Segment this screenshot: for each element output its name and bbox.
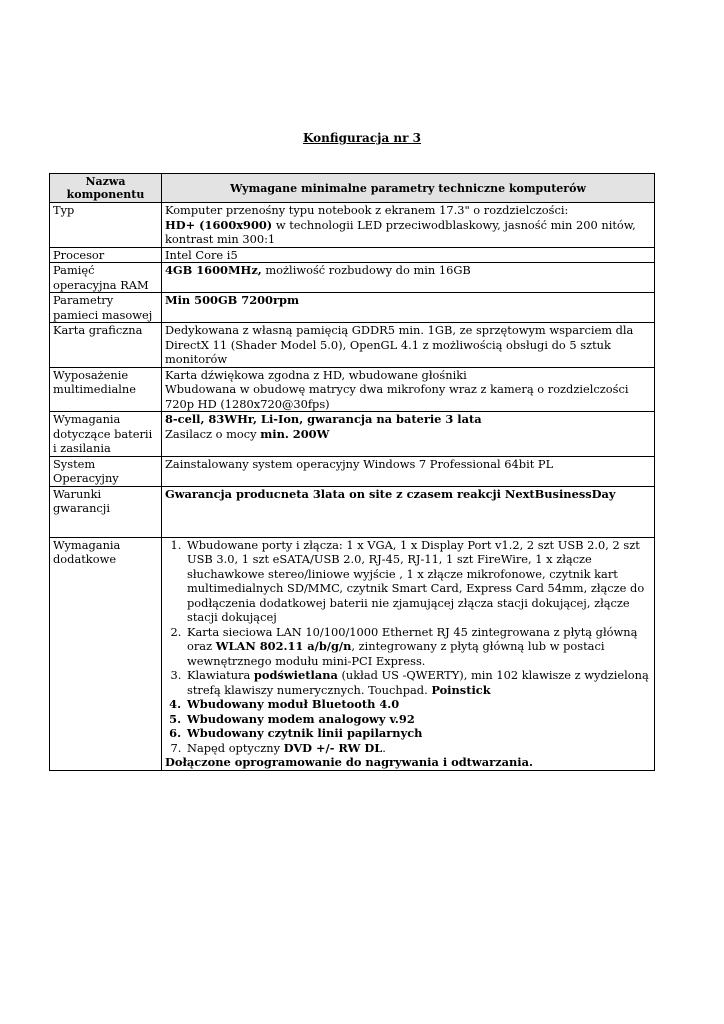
row-value: Intel Core i5 [162, 247, 655, 263]
table-row [50, 247, 655, 263]
row-value [162, 263, 655, 293]
row-value [162, 537, 655, 770]
list-item [185, 741, 651, 756]
list-item: 1. Wbudowane porty i złącza: 1 x VGA, 1 x Display Port v1.2, 2 szt USB 2.0, 2 szt USB 3.0, 1 szt eSATA/USB 2.0, RJ-45, RJ-11, 1 szt FireWire, 1 x złącze słuchawkowe stereo/liniowe wyjście , 1 x złącze mikrofonowe, czytnik kart multimedialnych SD/MMC, czytnik Smart Card, Express Card 54mm, złącze do podłączenia dodatkowej baterii nie zjamującej złącza stacji dokującej, złącze stacji dokującej [185, 538, 651, 625]
bold-text: DVD +/- RW DL [283, 740, 383, 755]
row-value [162, 367, 655, 412]
list-item [185, 625, 651, 669]
table-row [50, 203, 655, 248]
table-row [50, 293, 655, 323]
value-text: Zasilacz o mocy [165, 426, 261, 441]
bold-text: Poinstick [431, 682, 491, 697]
row-label: System Operacyjny [50, 456, 162, 486]
value-line: 8-cell, 83WHr, Li-Ion, gwarancja na baterie 3 lata [165, 412, 482, 426]
header-requirements: Wymagane minimalne parametry techniczne komputerów [162, 174, 655, 203]
value-text: w technologii LED przeciwodblaskowy, jasność min 200 nitów, kontrast min 300:1 [165, 217, 636, 246]
row-value: Zainstalowany system operacyjny Windows 7 Professional 64bit PL [162, 456, 655, 486]
header-component-name: Nazwa komponentu [50, 174, 162, 203]
row-value: Dedykowana z własną pamięcią GDDR5 min. 1GB, ze sprzętowym wsparciem dla DirectX 11 (Shader Model 5.0), OpenGL 4.1 z możliwością obsługi do 5 sztuk monitorów [162, 323, 655, 368]
row-label: Wymagania dotyczące baterii i zasilania [50, 412, 162, 457]
extras-footer: Dołączone oprogramowanie do nagrywania i odtwarzania. [165, 755, 533, 769]
row-value: Min 500GB 7200rpm [162, 293, 655, 323]
value-line: Karta dźwiękowa zgodna z HD, wbudowane głośniki [165, 367, 467, 382]
row-value [162, 203, 655, 248]
table-row [50, 456, 655, 486]
spec-table [49, 173, 655, 771]
row-label: Karta graficzna [50, 323, 162, 368]
value-text: Klawiatura [187, 668, 254, 682]
row-label: Typ [50, 203, 162, 248]
value-text: , zintegrowany z płytą główną lub w postaci wewnętrznego modułu mini-PCI Express. [187, 639, 605, 668]
value-text: (układ US -QWERTY), min 102 klawisze z wydzieloną strefą klawiszy numerycznych. Touchpad. [187, 668, 649, 697]
table-row [50, 412, 655, 457]
value-line: Komputer przenośny typu notebook z ekranem 17.3" o rozdzielczości: [165, 203, 569, 217]
row-label: Procesor [50, 247, 162, 263]
bold-text: min. 200W [260, 426, 330, 441]
bold-text: HD+ (1600x900) [165, 217, 273, 232]
list-item [185, 668, 651, 697]
value-line: Wbudowana w obudowę matrycy dwa mikrofony wraz z kamerą o rozdzielczości 720p HD (1280x720@30fps) [165, 382, 629, 411]
list-item: 5. Wbudowany modem analogowy v.92 [185, 712, 651, 727]
list-item: 6. Wbudowany czytnik linii papilarnych [185, 726, 651, 741]
table-row [50, 367, 655, 412]
row-label: Warunki gwarancji [50, 486, 162, 537]
row-value: Gwarancja producneta 3lata on site z czasem reakcji NextBusinessDay [162, 486, 655, 537]
value-text: Napęd optyczny [187, 740, 284, 755]
table-row [50, 486, 655, 537]
table-row [50, 263, 655, 293]
table-row [50, 537, 655, 770]
bold-text: podświetlana [253, 668, 338, 682]
row-label: Parametry pamieci masowej [50, 293, 162, 323]
bold-text: WLAN 802.11 a/b/g/n [215, 639, 352, 653]
value-text: możliwość rozbudowy do min 16GB [261, 263, 471, 277]
value-line [165, 427, 651, 442]
value-line [165, 218, 651, 247]
page-title: Konfiguracja nr 3 [302, 131, 421, 145]
row-label: Wymagania dodatkowe [50, 537, 162, 770]
value-text: . [382, 740, 386, 755]
requirements-list [165, 538, 651, 756]
row-value [162, 412, 655, 457]
list-item: 4. Wbudowany moduł Bluetooth 4.0 [185, 697, 651, 712]
row-label: Pamięć operacyjna RAM [50, 263, 162, 293]
bold-text: 4GB 1600MHz, [165, 263, 262, 277]
table-row [50, 323, 655, 368]
row-label: Wyposażenie multimedialne [50, 367, 162, 412]
value-text: Karta sieciowa LAN 10/100/1000 Ethernet RJ 45 zintegrowana z płytą główną oraz [187, 624, 638, 653]
